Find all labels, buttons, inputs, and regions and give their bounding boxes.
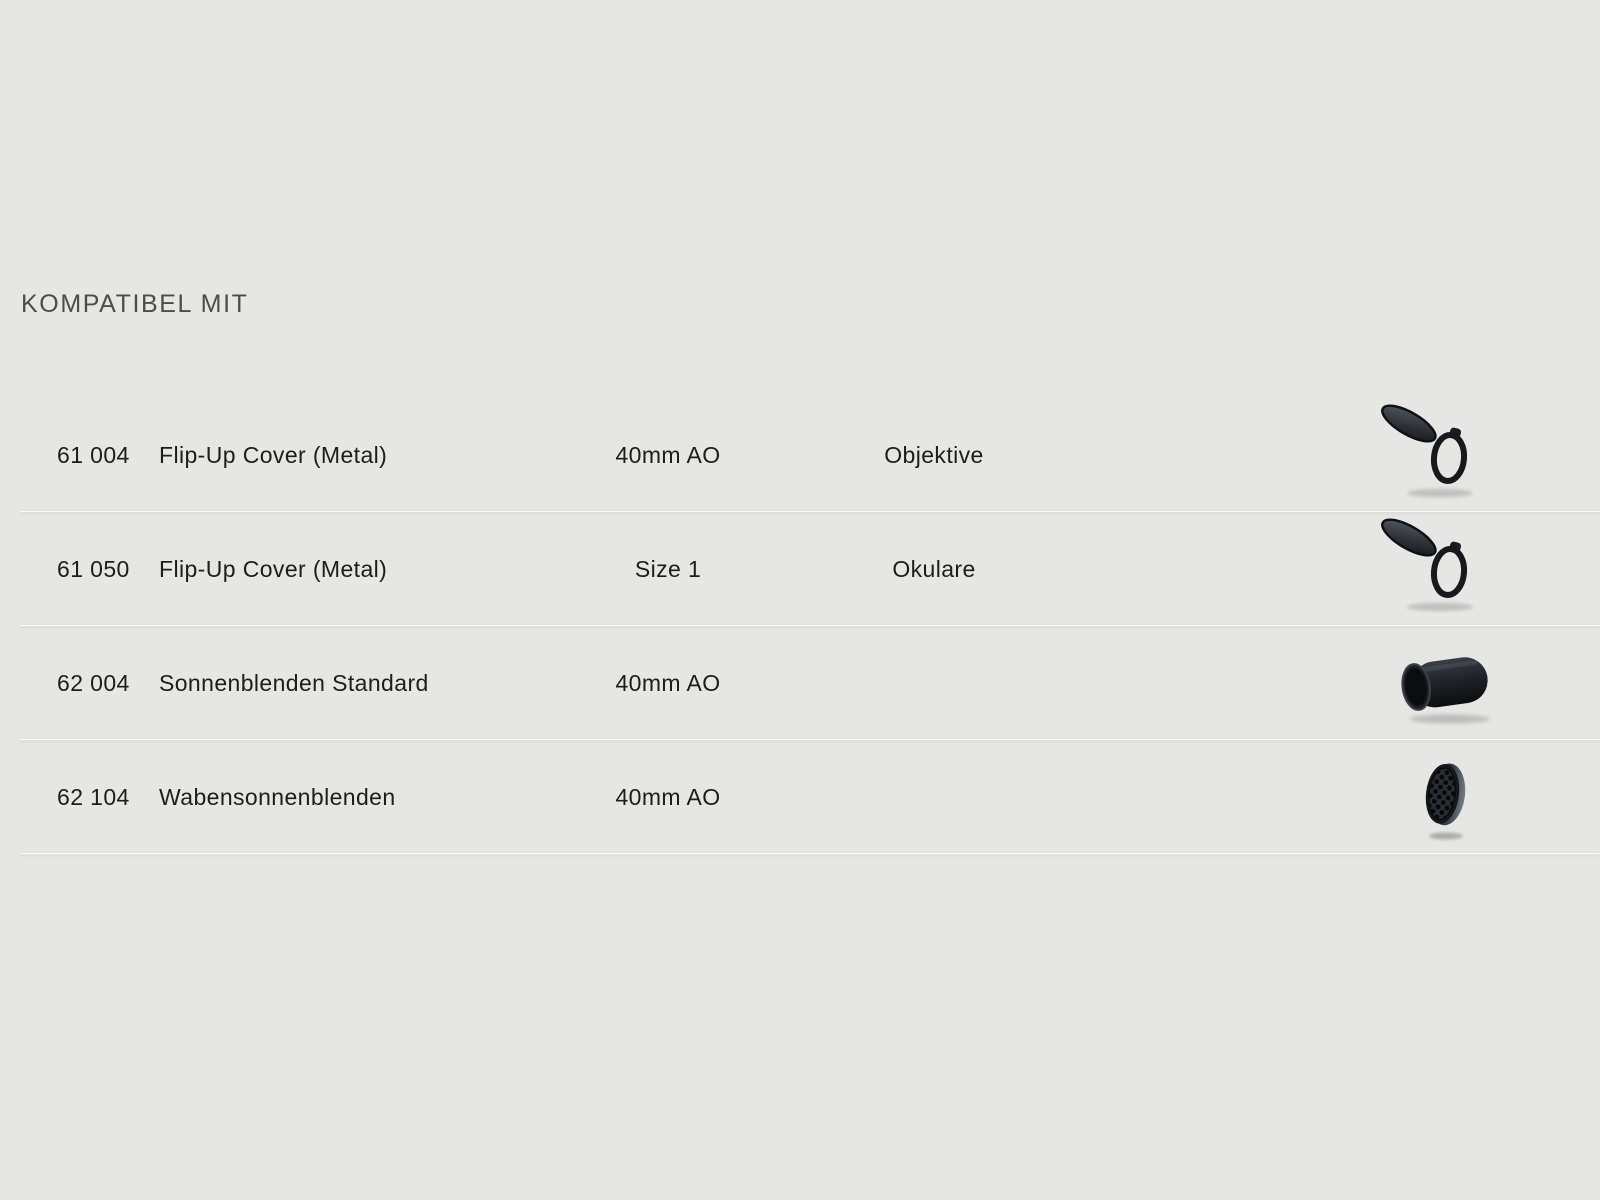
- sunshade-tube-icon: [1370, 626, 1520, 740]
- product-variant: 40mm AO: [615, 669, 721, 696]
- honeycomb-sunshade-image: [1370, 740, 1520, 854]
- product-category: Objektive: [884, 441, 984, 468]
- table-row: [0, 398, 1600, 512]
- product-name: Flip-Up Cover (Metal): [159, 441, 388, 468]
- product-name: Flip-Up Cover (Metal): [159, 555, 388, 582]
- table-row: [0, 740, 1600, 854]
- product-variant: Size 1: [634, 555, 702, 582]
- product-category: [784, 740, 1084, 854]
- flip-up-cover-image: [1370, 512, 1520, 626]
- section-title: KOMPATIBEL MIT: [21, 290, 249, 318]
- product-code: 61 004: [57, 441, 130, 468]
- product-category: [784, 626, 1084, 740]
- flip-up-cover-icon: [1370, 398, 1520, 512]
- sunshade-tube-image: [1370, 626, 1520, 740]
- product-code: 62 104: [57, 783, 130, 810]
- product-variant: 40mm AO: [615, 441, 721, 468]
- table-row: [0, 512, 1600, 626]
- honeycomb-sunshade-icon: [1370, 740, 1520, 854]
- product-code: 61 050: [57, 555, 130, 582]
- product-category: Okulare: [892, 555, 976, 582]
- product-name: Wabensonnenblenden: [159, 783, 396, 810]
- flip-up-cover-image: [1370, 398, 1520, 512]
- product-code: 62 004: [57, 669, 130, 696]
- compatibility-table: [0, 398, 1600, 854]
- table-row: [0, 626, 1600, 740]
- product-variant: 40mm AO: [615, 783, 721, 810]
- product-name: Sonnenblenden Standard: [159, 669, 429, 696]
- flip-up-cover-icon: [1370, 512, 1520, 626]
